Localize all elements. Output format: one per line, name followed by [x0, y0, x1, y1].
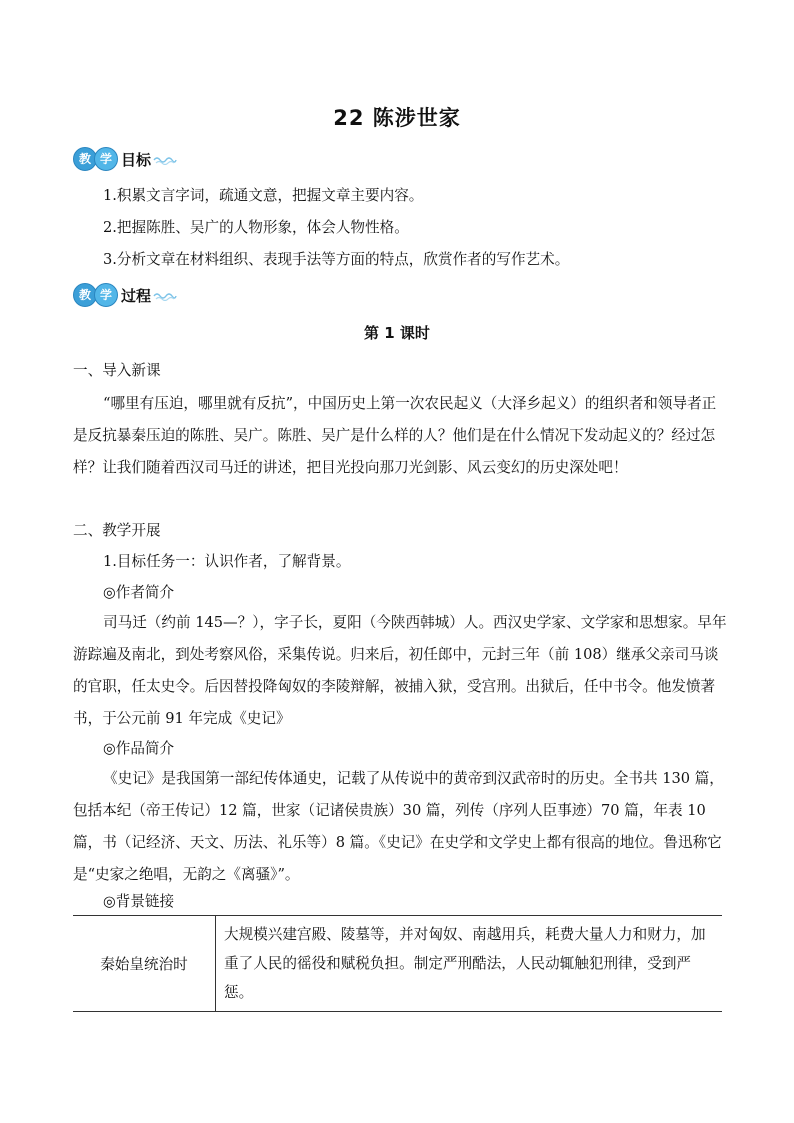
background-heading: ◎背景链接 — [103, 893, 175, 910]
background-table — [73, 915, 722, 1012]
work-heading: ◎作品简介 — [103, 740, 175, 757]
work-paragraph: 《史记》是我国第一部纪传体通史，记载了从传说中的黄帝到汉武帝时的历史。全书共 130 篇，包括本纪（帝王传记）12 篇，世家（记诸侯贵族）30 篇，列传（序列人臣事迹）70 篇，年表 10 篇，书（记经济、天文、历法、礼乐等）8 篇。《史记》在史学和文学史上都有很高的地位。鲁迅称它是“史家之绝唱，无韵之《离骚》”。 — [73, 770, 724, 883]
section-badge — [73, 283, 115, 307]
intro-paragraph: “哪里有压迫，哪里就有反抗”，中国历史上第一次农民起义（大泽乡起义）的组织者和领导者正是反抗暴秦压迫的陈胜、吴广。陈胜、吴广是什么样的人？他们是在什么情况下发动起义的？经过怎样？让我们随着西汉司马迁的讲述，把目光投向那刀光剑影、风云变幻的历史深处吧！ — [73, 395, 717, 476]
author-heading: ◎作者简介 — [103, 584, 175, 601]
wave-decoration-icon — [153, 289, 177, 301]
goal-item-1: 1.积累文言字词，疏通文意，把握文章主要内容。 — [103, 187, 424, 204]
task1-text: 1.目标任务一：认识作者，了解背景。 — [103, 553, 351, 570]
goals-section-header — [73, 146, 177, 172]
table-cell-period: 秦始皇统治时 — [73, 916, 216, 1012]
goal-item-3: 3.分析文章在材料组织、表现手法等方面的特点，欣赏作者的写作艺术。 — [103, 251, 570, 268]
part1-heading: 一、导入新课 — [73, 362, 161, 379]
section-badge — [73, 147, 115, 171]
badge-char-1: 教 — [73, 147, 97, 171]
table-cell-content: 大规模兴建宫殿、陵墓等，并对匈奴、南越用兵，耗费大量人力和财力，加重了人民的徭役和赋税负担。制定严刑酷法，人民动辄触犯刑律，受到严惩。 — [216, 916, 723, 1012]
author-paragraph: 司马迁（约前 145—？），字子长，夏阳（今陕西韩城）人。西汉史学家、文学家和思想家。早年游踪遍及南北，到处考察风俗，采集传说。归来后，初任郎中，元封三年（前 108）继承父亲司马谈的官职，任太史令。后因替投降匈奴的李陵辩解，被捕入狱，受宫刑。出狱后，任中书令。他发愤著书，于公元前 91 年完成《史记》 — [73, 614, 727, 727]
badge-char-2: 学 — [94, 147, 118, 171]
badge-char-1: 教 — [73, 283, 97, 307]
table-row — [73, 916, 722, 1012]
wave-decoration-icon — [153, 153, 177, 165]
goal-item-2: 2.把握陈胜、吴广的人物形象，体会人物性格。 — [103, 219, 409, 236]
process-section-header — [73, 282, 177, 308]
badge-char-2: 学 — [94, 283, 118, 307]
lesson-title: 第 1 课时 — [364, 324, 430, 342]
page-title: 22 陈涉世家 — [333, 106, 461, 130]
part2-heading: 二、教学开展 — [73, 522, 161, 539]
process-section-label: 过程 — [121, 286, 152, 305]
goals-section-label: 目标 — [121, 150, 152, 169]
